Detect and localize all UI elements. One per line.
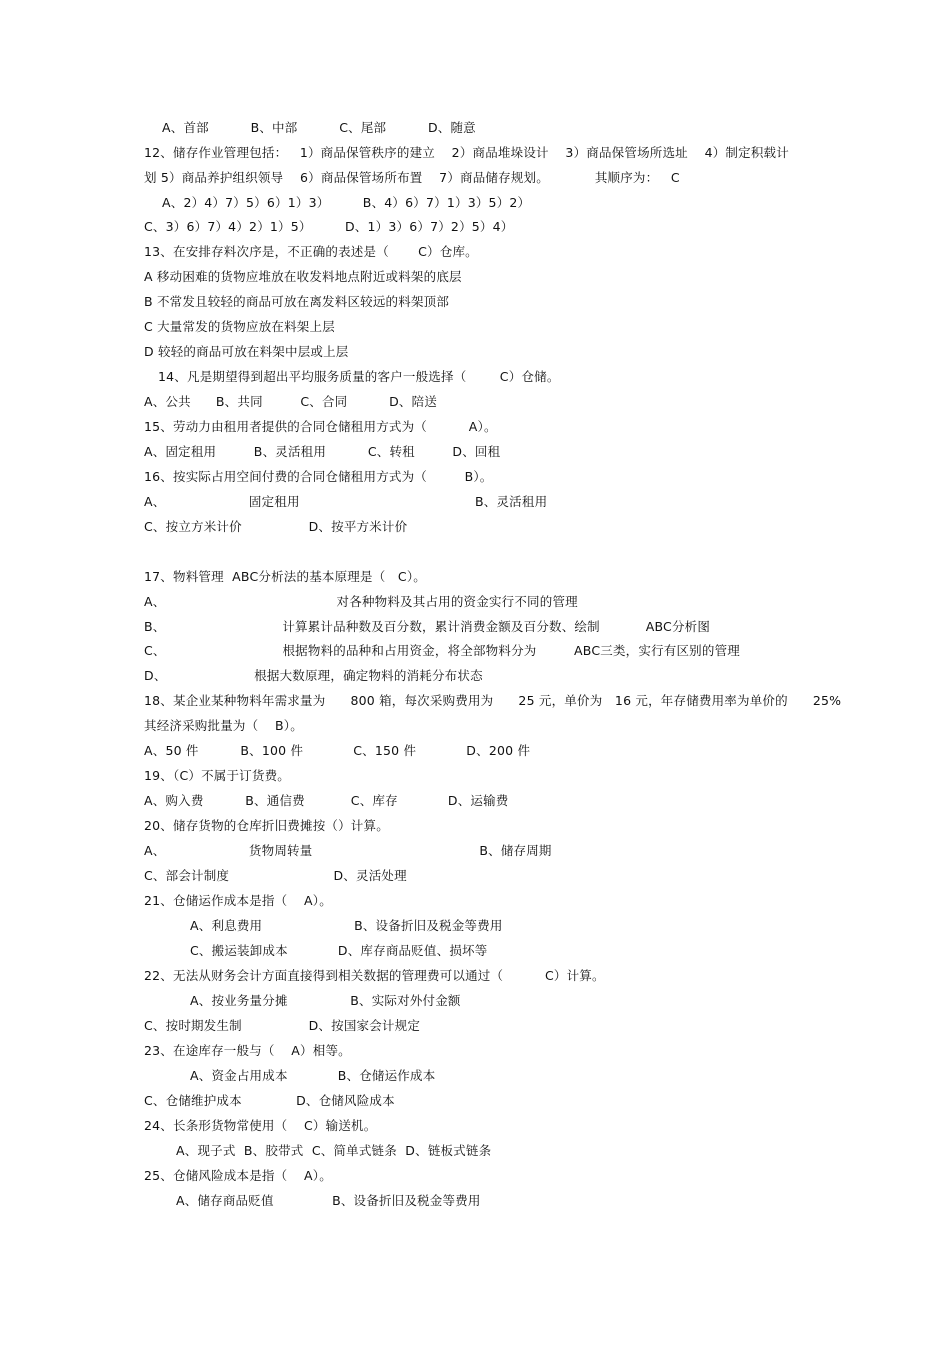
question-18: 18、某企业某种物料年需求量为 800 箱，每次采购费用为 25 元，单价为 16 元，年存储费用率为单价的 25% <box>144 693 842 708</box>
answer-option-q13-a: A 移动困难的货物应堆放在收发料地点附近或料架的底层 <box>144 269 462 284</box>
answer-options-q14: A、公共 B、共同 C、合同 D、陪送 <box>144 394 438 409</box>
answer-options-q22-ab: A、按业务量分摊 B、实际对外付金额 <box>190 993 461 1008</box>
answer-options-q15: A、固定租用 B、灵活租用 C、转租 D、回租 <box>144 444 501 459</box>
question-25: 25、仓储风险成本是指（ A）。 <box>144 1168 332 1183</box>
question-22: 22、无法从财务会计方面直接得到相关数据的管理费可以通过（ C）计算。 <box>144 968 605 983</box>
answer-option-q17-d: D、 根据大数原理，确定物料的消耗分布状态 <box>144 668 483 683</box>
question-23: 23、在途库存一般与（ A）相等。 <box>144 1043 351 1058</box>
answer-options-q12-cd: C、3）6）7）4）2）1）5） D、1）3）6）7）2）5）4） <box>144 219 514 234</box>
answer-options-q22-cd: C、按时期发生制 D、按国家会计规定 <box>144 1018 421 1033</box>
answer-options-q12-ab: A、2）4）7）5）6）1）3） B、4）6）7）1）3）5）2） <box>162 195 531 210</box>
question-13: 13、在安排存料次序是，不正确的表述是（ C）仓库。 <box>144 244 478 259</box>
question-20: 20、储存货物的仓库折旧费摊按（）计算。 <box>144 818 389 833</box>
answer-options-q16-cd: C、按立方米计价 D、按平方米计价 <box>144 519 408 534</box>
question-12: 12、储存作业管理包括： 1）商品保管秩序的建立 2）商品堆垛设计 3）商品保管场所选址 4）制定积载计 <box>144 145 789 160</box>
question-16: 16、按实际占用空间付费的合同仓储租用方式为（ B）。 <box>144 469 493 484</box>
answer-options-q24: A、现子式 B、胶带式 C、简单式链条 D、链板式链条 <box>176 1143 492 1158</box>
question-19: 19、（C）不属于订货费。 <box>144 768 290 783</box>
question-12-continued: 划 5）商品养护组织领导 6）商品保管场所布置 7）商品储存规划。 其顺序为： C <box>144 170 680 185</box>
answer-options-q11: A、首部 B、中部 C、尾部 D、随意 <box>162 120 476 135</box>
answer-options-q21-ab: A、利息费用 B、设备折旧及税金等费用 <box>190 918 503 933</box>
answer-options-q23-ab: A、资金占用成本 B、仓储运作成本 <box>190 1068 436 1083</box>
answer-options-q19: A、购入费 B、通信费 C、库存 D、运输费 <box>144 793 509 808</box>
answer-option-q17-c: C、 根据物料的品种和占用资金，将全部物料分为 ABC三类，实行有区别的管理 <box>144 643 740 658</box>
question-15: 15、劳动力由租用者提供的合同仓储租用方式为（ A）。 <box>144 419 497 434</box>
question-18-continued: 其经济采购批量为（ B）。 <box>144 718 303 733</box>
answer-options-q25: A、储存商品贬值 B、设备折旧及税金等费用 <box>176 1193 481 1208</box>
question-17: 17、物料管理 ABC分析法的基本原理是（ C）。 <box>144 569 426 584</box>
answer-options-q18: A、50 件 B、100 件 C、150 件 D、200 件 <box>144 743 531 758</box>
answer-option-q17-b: B、 计算累计品种数及百分数，累计消费金额及百分数、绘制 ABC分析图 <box>144 619 711 634</box>
question-21: 21、仓储运作成本是指（ A）。 <box>144 893 332 908</box>
question-14: 14、凡是期望得到超出平均服务质量的客户一般选择（ C）仓储。 <box>158 369 560 384</box>
answer-option-q13-c: C 大量常发的货物应放在料架上层 <box>144 319 335 334</box>
answer-options-q23-cd: C、仓储维护成本 D、仓储风险成本 <box>144 1093 395 1108</box>
answer-option-q13-d: D 较轻的商品可放在料架中层或上层 <box>144 344 349 359</box>
answer-options-q20-ab: A、 货物周转量 B、储存周期 <box>144 843 552 858</box>
answer-options-q16-ab: A、 固定租用 B、灵活租用 <box>144 494 548 509</box>
answer-options-q21-cd: C、搬运装卸成本 D、库存商品贬值、损坏等 <box>190 943 488 958</box>
question-24: 24、长条形货物常使用（ C）输送机。 <box>144 1118 377 1133</box>
answer-option-q17-a: A、 对各种物料及其占用的资金实行不同的管理 <box>144 594 578 609</box>
answer-options-q20-cd: C、部会计制度 D、灵活处理 <box>144 868 407 883</box>
answer-option-q13-b: B 不常发且较轻的商品可放在离发料区较远的料架顶部 <box>144 294 450 309</box>
